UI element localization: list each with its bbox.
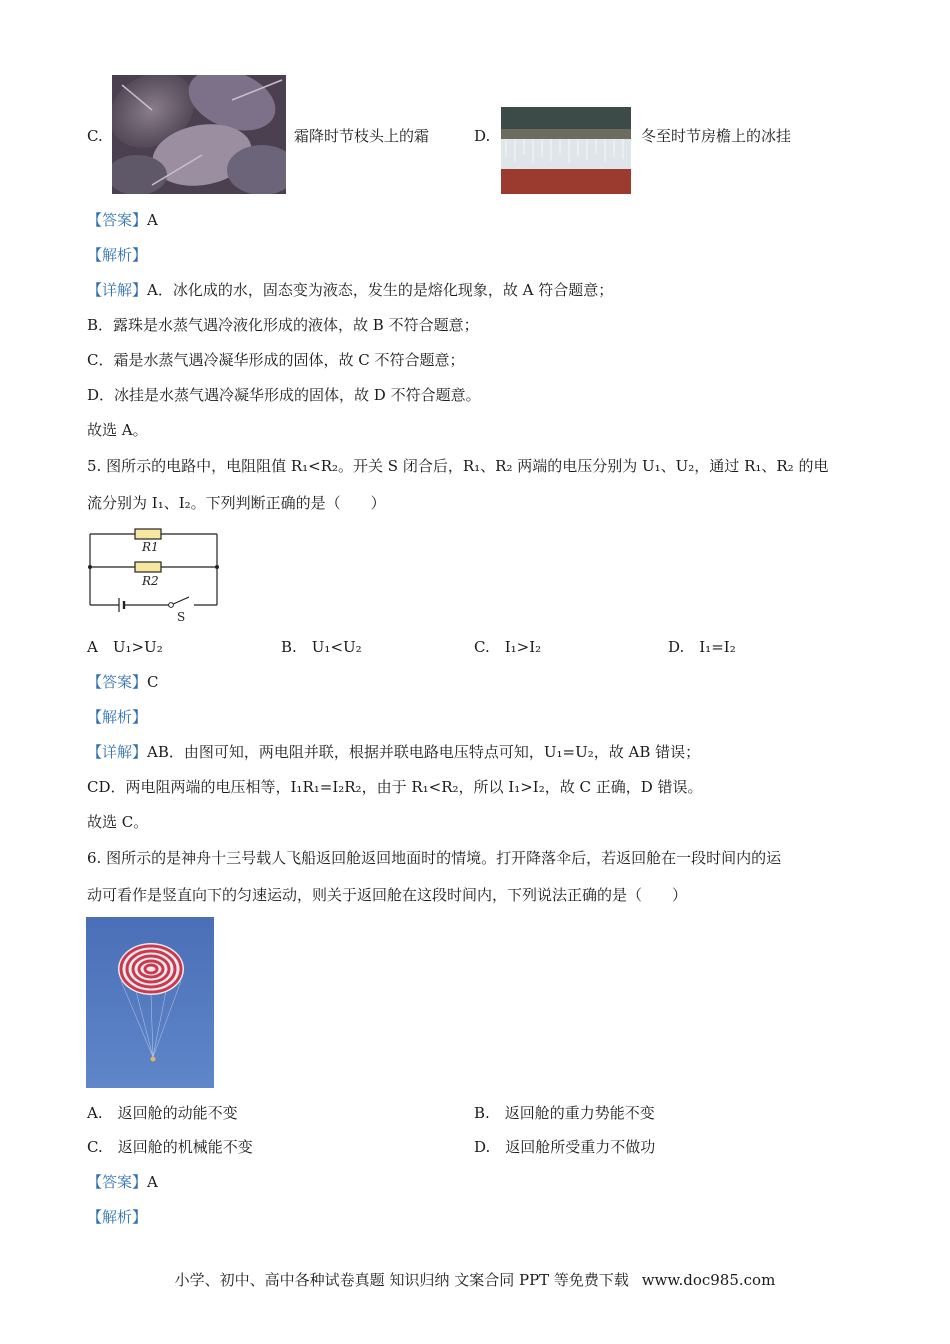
q5-stem-line-2: 流分别为 I₁、I₂。下列判断正确的是（ ） bbox=[87, 494, 386, 512]
q5-detail-1: 【详解】AB．由图可知，两电阻并联，根据并联电路电压特点可知，U₁=U₂，故 AB 错误； bbox=[87, 743, 701, 761]
q6-option-b: B. 返回舱的重力势能不变 bbox=[474, 1104, 655, 1122]
page-footer bbox=[0, 1269, 950, 1290]
q5-option-a: A U₁>U₂ bbox=[87, 638, 163, 656]
q5-answer: 【答案】C bbox=[87, 673, 159, 691]
q4-conclusion: 故选 A。 bbox=[87, 421, 148, 439]
circuit-label-r2: R2 bbox=[142, 574, 159, 588]
frost-leaves-image bbox=[112, 75, 286, 194]
q6-stem-line-1: 6. 图所示的是神舟十三号载人飞船返回舱返回地面时的情境。打开降落伞后，若返回舱在一段时间内的运 bbox=[87, 849, 782, 867]
q5-analysis-tag: 【解析】 bbox=[87, 708, 148, 726]
q4-detail-c: C．霜是水蒸气遇冷凝华形成的固体，故 C 不符合题意； bbox=[87, 351, 465, 369]
q4-analysis-tag: 【解析】 bbox=[87, 246, 148, 264]
q6-option-c: C. 返回舱的机械能不变 bbox=[87, 1138, 253, 1156]
q6-option-d: D. 返回舱所受重力不做功 bbox=[474, 1138, 656, 1156]
q4-answer: 【答案】A bbox=[87, 211, 158, 229]
q5-option-d: D. I₁=I₂ bbox=[668, 638, 736, 656]
q5-option-c: C. I₁>I₂ bbox=[474, 638, 542, 656]
parachute-capsule-image bbox=[86, 917, 214, 1088]
circuit-label-s: S bbox=[177, 610, 186, 624]
q6-stem-line-2: 动可看作是竖直向下的匀速运动，则关于返回舱在这段时间内，下列说法正确的是（ ） bbox=[87, 886, 688, 904]
q4-option-d-caption: 冬至时节房檐上的冰挂 bbox=[641, 127, 792, 145]
q6-answer: 【答案】A bbox=[87, 1173, 158, 1191]
circuit-label-r1: R1 bbox=[142, 540, 159, 554]
q6-option-a: A. 返回舱的动能不变 bbox=[87, 1104, 238, 1122]
q4-detail-d: D．冰挂是水蒸气遇冷凝华形成的固体，故 D 不符合题意。 bbox=[87, 386, 481, 404]
q4-option-c-caption: 霜降时节枝头上的霜 bbox=[294, 127, 430, 145]
q4-detail-a: 【详解】A．冰化成的水，固态变为液态，发生的是熔化现象，故 A 符合题意； bbox=[87, 281, 614, 299]
footer-link[interactable]: www.doc985.com bbox=[641, 1271, 776, 1289]
q5-option-b: B. U₁<U₂ bbox=[281, 638, 362, 656]
icicle-eaves-image bbox=[501, 107, 631, 194]
q4-option-c-label: C. bbox=[87, 127, 103, 145]
footer-text: 小学、初中、高中各种试卷真题 知识归纳 文案合同 PPT 等免费下载 bbox=[174, 1271, 629, 1289]
q4-detail-b: B．露珠是水蒸气遇冷液化形成的液体，故 B 不符合题意； bbox=[87, 316, 479, 334]
q5-detail-2: CD．两电阻两端的电压相等，I₁R₁=I₂R₂，由于 R₁<R₂，所以 I₁>I₂，故 C 正确，D 错误。 bbox=[87, 778, 703, 796]
q6-analysis-tag: 【解析】 bbox=[87, 1208, 148, 1226]
q5-conclusion: 故选 C。 bbox=[87, 813, 149, 831]
circuit-diagram bbox=[86, 525, 226, 625]
q5-stem-line-1: 5. 图所示的电路中，电阻阻值 R₁<R₂。开关 S 闭合后，R₁、R₂ 两端的电压分别为 U₁、U₂，通过 R₁、R₂ 的电 bbox=[87, 457, 829, 475]
q4-option-d-label: D. bbox=[474, 127, 491, 145]
